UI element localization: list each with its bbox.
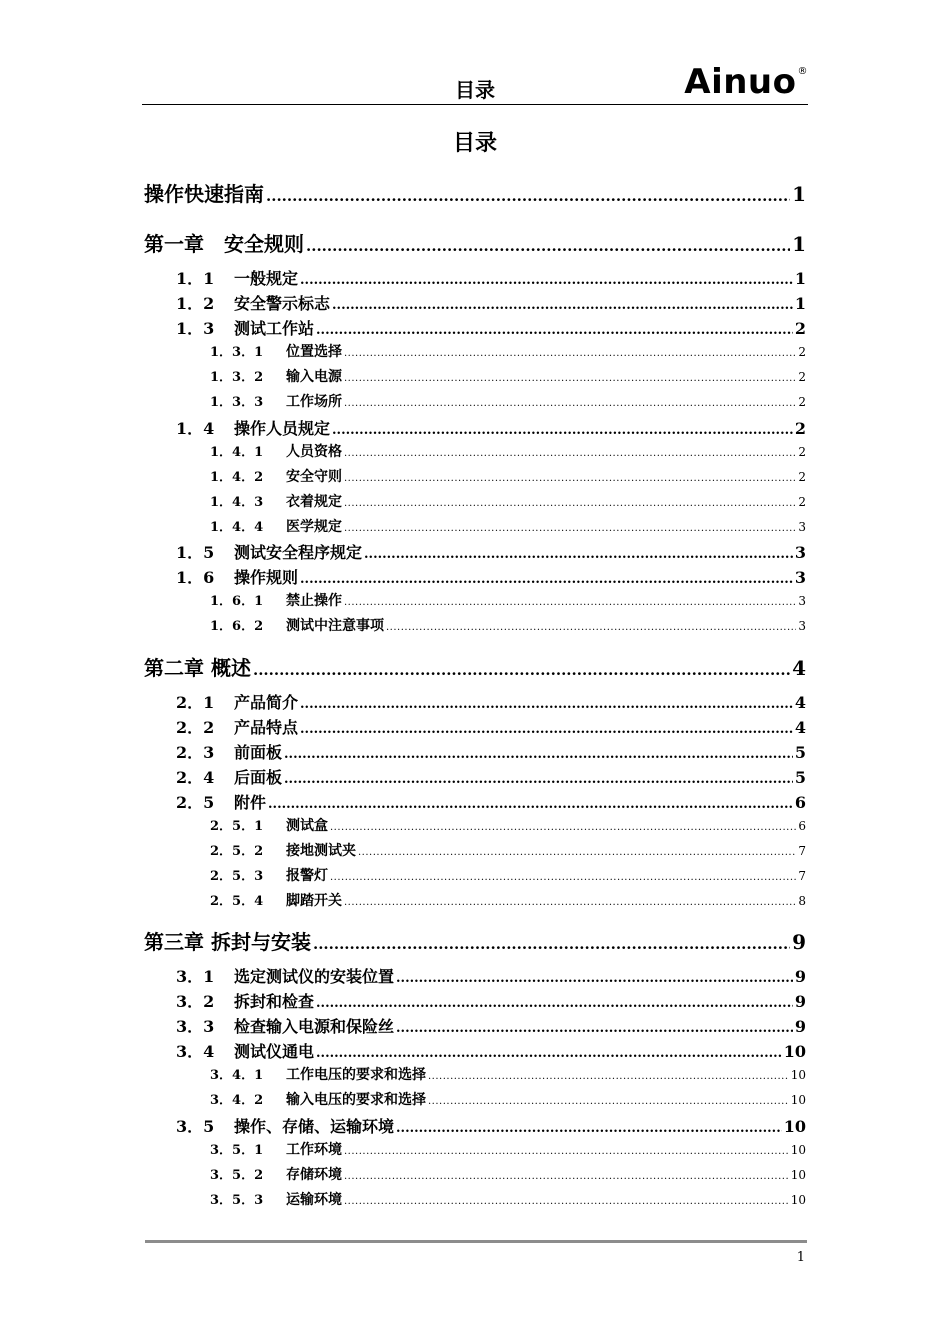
toc-entry-page: 2 bbox=[798, 345, 806, 359]
toc-entry-label: 测试仪通电 bbox=[234, 1042, 315, 1061]
toc-entry-number: 1．1 bbox=[176, 269, 215, 288]
toc-entry[interactable] bbox=[176, 765, 806, 788]
toc-dot-leader bbox=[344, 495, 796, 510]
toc-dot-leader bbox=[330, 869, 796, 884]
toc-entry[interactable] bbox=[210, 1064, 806, 1084]
toc-entry-page: 10 bbox=[790, 1068, 806, 1082]
toc-dot-leader bbox=[332, 294, 793, 313]
toc-entry-label: 输入电压的要求和选择 bbox=[286, 1092, 426, 1108]
toc-dot-leader bbox=[344, 395, 796, 410]
toc-entry-label: 第三章 拆封与安装 bbox=[144, 930, 311, 954]
toc-entry-page: 6 bbox=[794, 793, 806, 812]
toc-entry[interactable] bbox=[176, 416, 806, 439]
toc-entry-page: 5 bbox=[794, 768, 806, 787]
toc-entry-number: 2．1 bbox=[176, 693, 215, 712]
toc-dot-leader bbox=[344, 1168, 789, 1183]
toc-entry-page: 10 bbox=[790, 1193, 806, 1207]
toc-entry[interactable] bbox=[210, 441, 806, 461]
toc-entry-number: 1．5 bbox=[176, 543, 215, 562]
toc-entry-page: 9 bbox=[792, 930, 806, 954]
toc-dot-leader bbox=[428, 1068, 789, 1083]
toc-entry-label: 脚踏开关 bbox=[286, 893, 342, 909]
toc-entry-page: 7 bbox=[798, 844, 806, 858]
toc-entry-label: 测试盒 bbox=[286, 818, 328, 834]
registered-mark: ® bbox=[797, 66, 808, 77]
toc-entry-number: 1．6 bbox=[176, 568, 215, 587]
toc-dot-leader bbox=[344, 594, 796, 609]
toc-entry[interactable] bbox=[210, 491, 806, 511]
toc-dot-leader bbox=[253, 656, 790, 680]
toc-entry-page: 9 bbox=[794, 967, 806, 986]
toc-entry-page: 1 bbox=[792, 182, 806, 206]
toc-entry[interactable] bbox=[210, 1189, 806, 1209]
toc-entry[interactable] bbox=[144, 228, 806, 257]
toc-entry-label: 测试工作站 bbox=[234, 319, 315, 338]
toc-entry-page: 2 bbox=[798, 395, 806, 409]
toc-entry-page: 4 bbox=[794, 718, 806, 737]
toc-entry-label: 工作环境 bbox=[286, 1142, 342, 1158]
toc-entry-page: 9 bbox=[794, 992, 806, 1011]
toc-dot-leader bbox=[316, 319, 793, 338]
page-number: 1 bbox=[796, 1250, 805, 1265]
toc-entry[interactable] bbox=[176, 1014, 806, 1037]
toc-dot-leader bbox=[316, 992, 793, 1011]
toc-entry-number: 2．3 bbox=[176, 743, 215, 762]
toc-entry-number: 1．4．2 bbox=[210, 470, 264, 485]
toc-entry-number: 1．2 bbox=[176, 294, 215, 313]
toc-entry-label: 报警灯 bbox=[286, 868, 328, 884]
toc-entry-label: 输入电源 bbox=[286, 369, 342, 385]
toc-entry[interactable] bbox=[176, 316, 806, 339]
toc-dot-leader bbox=[316, 1042, 782, 1061]
toc-entry-number: 3．3 bbox=[176, 1017, 215, 1036]
toc-entry-label: 操作规则 bbox=[234, 568, 299, 587]
toc-entry-page: 1 bbox=[792, 232, 806, 256]
toc-entry-label: 运输环境 bbox=[286, 1192, 342, 1208]
toc-entry-number: 2．5．1 bbox=[210, 819, 264, 834]
toc-entry-label: 医学规定 bbox=[286, 519, 342, 535]
toc-entry-number: 2．5．4 bbox=[210, 894, 264, 909]
toc-entry-label: 一般规定 bbox=[234, 269, 299, 288]
toc-entry-page: 10 bbox=[790, 1093, 806, 1107]
toc-entry-number: 1．4．3 bbox=[210, 495, 264, 510]
toc-entry[interactable] bbox=[210, 516, 806, 536]
toc-entry-page: 6 bbox=[798, 819, 806, 833]
toc-entry[interactable] bbox=[210, 366, 806, 386]
toc-entry-label: 安全守则 bbox=[286, 469, 342, 485]
toc-entry[interactable] bbox=[210, 341, 806, 361]
toc-entry-page: 2 bbox=[798, 495, 806, 509]
toc-entry[interactable] bbox=[210, 1164, 806, 1184]
toc-entry[interactable] bbox=[210, 1139, 806, 1159]
toc-dot-leader bbox=[344, 345, 796, 360]
footer-divider bbox=[145, 1240, 807, 1243]
toc-entry[interactable] bbox=[144, 926, 806, 955]
toc-entry-label: 测试中注意事项 bbox=[286, 618, 384, 634]
toc-dot-leader bbox=[396, 1017, 793, 1036]
toc-entry-number: 2．5．3 bbox=[210, 869, 264, 884]
toc-dot-leader bbox=[284, 743, 793, 762]
toc-entry[interactable] bbox=[176, 715, 806, 738]
toc-dot-leader bbox=[330, 819, 796, 834]
toc-entry-page: 10 bbox=[790, 1143, 806, 1157]
toc-entry-label: 第一章 安全规则 bbox=[144, 232, 304, 256]
toc-dot-leader bbox=[344, 1193, 789, 1208]
toc-entry-page: 4 bbox=[794, 693, 806, 712]
toc-entry-label: 操作快速指南 bbox=[144, 182, 264, 206]
toc-entry[interactable] bbox=[176, 565, 806, 588]
toc-entry-number: 1．6．1 bbox=[210, 594, 264, 609]
toc-entry-page: 5 bbox=[794, 743, 806, 762]
toc-entry-number: 1．6．2 bbox=[210, 619, 264, 634]
toc-entry-number: 1．4．1 bbox=[210, 445, 264, 460]
toc-entry-label: 前面板 bbox=[234, 743, 283, 762]
toc-entry-number: 2．4 bbox=[176, 768, 215, 787]
toc-entry-page: 10 bbox=[783, 1117, 806, 1136]
toc-dot-leader bbox=[300, 718, 793, 737]
toc-entry-page: 2 bbox=[798, 470, 806, 484]
toc-dot-leader bbox=[428, 1093, 789, 1108]
toc-entry-number: 2．5 bbox=[176, 793, 215, 812]
toc-entry-page: 1 bbox=[794, 269, 806, 288]
toc-entry-number: 1．3 bbox=[176, 319, 215, 338]
toc-entry-label: 位置选择 bbox=[286, 344, 342, 360]
toc-entry[interactable] bbox=[176, 540, 806, 563]
toc-entry-number: 1．4．4 bbox=[210, 520, 264, 535]
toc-entry-number: 2．2 bbox=[176, 718, 215, 737]
toc-entry-label: 选定测试仪的安装位置 bbox=[234, 967, 395, 986]
toc-entry-number: 3．4 bbox=[176, 1042, 215, 1061]
toc-dot-leader bbox=[313, 930, 790, 954]
toc-entry[interactable] bbox=[210, 865, 806, 885]
toc-entry[interactable] bbox=[176, 964, 806, 987]
toc-entry-number: 3．5．3 bbox=[210, 1193, 264, 1208]
brand-logo-text: Ainuo bbox=[684, 62, 797, 102]
toc-dot-leader bbox=[396, 967, 793, 986]
toc-entry-label: 拆封和检查 bbox=[234, 992, 315, 1011]
toc-entry-label: 操作、存储、运输环境 bbox=[234, 1117, 395, 1136]
brand-logo bbox=[684, 62, 808, 102]
toc-entry-page: 3 bbox=[798, 619, 806, 633]
toc-entry-page: 4 bbox=[792, 656, 806, 680]
toc-entry[interactable] bbox=[176, 291, 806, 314]
toc-entry-label: 安全警示标志 bbox=[234, 294, 331, 313]
toc-entry-label: 接地测试夹 bbox=[286, 843, 356, 859]
toc-entry-label: 存储环境 bbox=[286, 1167, 342, 1183]
toc-title: 目录 bbox=[452, 131, 497, 156]
toc-entry[interactable] bbox=[210, 391, 806, 411]
toc-dot-leader bbox=[300, 568, 793, 587]
toc-entry-label: 附件 bbox=[234, 793, 267, 812]
toc-dot-leader bbox=[332, 419, 793, 438]
toc-entry[interactable] bbox=[210, 466, 806, 486]
toc-entry-label: 产品特点 bbox=[234, 718, 299, 737]
toc-entry-number: 3．4．2 bbox=[210, 1093, 264, 1108]
toc-entry-number: 2．5．2 bbox=[210, 844, 264, 859]
toc-entry-label: 工作电压的要求和选择 bbox=[286, 1067, 426, 1083]
toc-dot-leader bbox=[300, 693, 793, 712]
toc-entry-number: 1．3．3 bbox=[210, 395, 264, 410]
toc-entry-page: 2 bbox=[794, 419, 806, 438]
toc-entry-page: 2 bbox=[798, 370, 806, 384]
toc-entry[interactable] bbox=[210, 615, 806, 635]
toc-entry[interactable] bbox=[210, 815, 806, 835]
toc-entry-label: 操作人员规定 bbox=[234, 419, 331, 438]
toc-entry-number: 3．1 bbox=[176, 967, 215, 986]
toc-entry-label: 产品简介 bbox=[234, 693, 299, 712]
toc-entry[interactable] bbox=[144, 652, 806, 681]
toc-entry-number: 3．2 bbox=[176, 992, 215, 1011]
header-divider bbox=[142, 104, 808, 105]
toc-entry[interactable] bbox=[176, 740, 806, 763]
toc-dot-leader bbox=[284, 768, 793, 787]
toc-entry[interactable] bbox=[144, 178, 806, 207]
toc-entry-page: 3 bbox=[798, 594, 806, 608]
toc-entry-page: 3 bbox=[794, 568, 806, 587]
toc-entry-label: 后面板 bbox=[234, 768, 283, 787]
toc-entry-number: 1．4 bbox=[176, 419, 215, 438]
header-title: 目录 bbox=[455, 78, 495, 102]
toc-entry-page: 10 bbox=[790, 1168, 806, 1182]
toc-entry[interactable] bbox=[176, 790, 806, 813]
toc-dot-leader bbox=[344, 470, 796, 485]
toc-dot-leader bbox=[266, 182, 790, 206]
toc-entry-label: 检查输入电源和保险丝 bbox=[234, 1017, 395, 1036]
toc-entry[interactable] bbox=[210, 1089, 806, 1109]
toc-entry[interactable] bbox=[176, 989, 806, 1012]
toc-entry[interactable] bbox=[210, 590, 806, 610]
toc-entry-number: 1．3．1 bbox=[210, 345, 264, 360]
toc-entry-page: 2 bbox=[794, 319, 806, 338]
toc-dot-leader bbox=[344, 445, 796, 460]
toc-dot-leader bbox=[344, 1143, 789, 1158]
toc-entry-page: 1 bbox=[794, 294, 806, 313]
toc-entry[interactable] bbox=[176, 690, 806, 713]
toc-dot-leader bbox=[344, 520, 796, 535]
toc-entry-number: 3．4．1 bbox=[210, 1068, 264, 1083]
toc-dot-leader bbox=[396, 1117, 782, 1136]
toc-entry-label: 工作场所 bbox=[286, 394, 342, 410]
toc-entry-label: 测试安全程序规定 bbox=[234, 543, 363, 562]
toc-entry-label: 第二章 概述 bbox=[144, 656, 251, 680]
toc-dot-leader bbox=[386, 619, 796, 634]
toc-entry-number: 1．3．2 bbox=[210, 370, 264, 385]
toc-dot-leader bbox=[300, 269, 793, 288]
toc-entry-page: 9 bbox=[794, 1017, 806, 1036]
toc-entry[interactable] bbox=[210, 840, 806, 860]
toc-entry-page: 7 bbox=[798, 869, 806, 883]
toc-entry-page: 8 bbox=[798, 894, 806, 908]
toc-entry-page: 3 bbox=[794, 543, 806, 562]
toc-entry-page: 2 bbox=[798, 445, 806, 459]
toc-entry-number: 3．5．1 bbox=[210, 1143, 264, 1158]
toc-entry-page: 3 bbox=[798, 520, 806, 534]
toc-entry[interactable] bbox=[176, 1039, 806, 1062]
toc-dot-leader bbox=[364, 543, 793, 562]
toc-entry[interactable] bbox=[210, 890, 806, 910]
toc-entry-label: 人员资格 bbox=[286, 444, 342, 460]
toc-entry-label: 衣着规定 bbox=[286, 494, 342, 510]
toc-entry-page: 10 bbox=[783, 1042, 806, 1061]
toc-entry-label: 禁止操作 bbox=[286, 593, 342, 609]
toc-entry[interactable] bbox=[176, 1114, 806, 1137]
toc-entry[interactable] bbox=[176, 266, 806, 289]
toc-entry-number: 3．5 bbox=[176, 1117, 215, 1136]
toc-entry-number: 3．5．2 bbox=[210, 1168, 264, 1183]
toc-dot-leader bbox=[358, 844, 796, 859]
toc-dot-leader bbox=[306, 232, 790, 256]
toc-dot-leader bbox=[268, 793, 793, 812]
toc-dot-leader bbox=[344, 370, 796, 385]
toc-dot-leader bbox=[344, 894, 796, 909]
